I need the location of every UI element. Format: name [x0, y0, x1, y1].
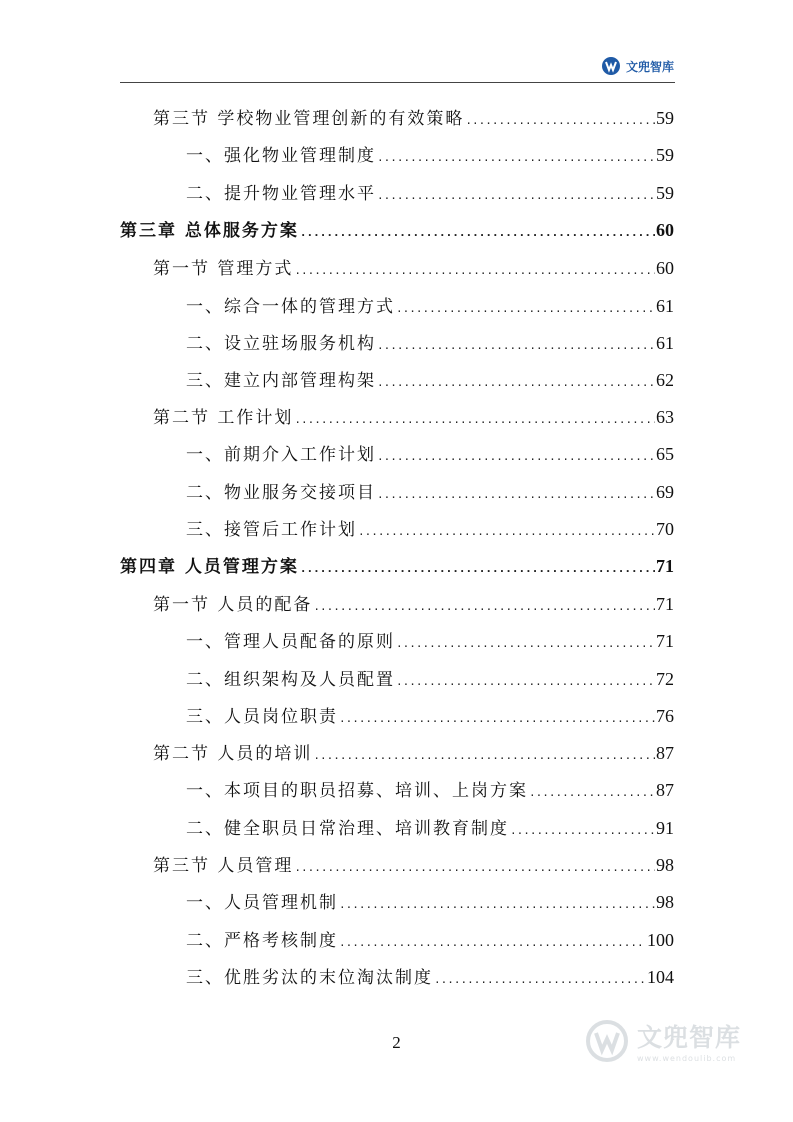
toc-entry-page: 60	[656, 220, 674, 240]
toc-entry[interactable]	[186, 891, 674, 916]
header-logo	[601, 56, 674, 76]
toc-entry-label: 二、严格考核制度	[186, 931, 338, 951]
toc-entry-label: 第二节 人员的培训	[153, 744, 313, 764]
toc-entry[interactable]	[186, 518, 674, 543]
toc-entry-label: 一、强化物业管理制度	[186, 146, 376, 166]
toc-entry-label: 三、建立内部管理构架	[186, 371, 376, 391]
toc-entry-page: 65	[656, 444, 674, 464]
toc-entry-page: 76	[656, 706, 674, 726]
toc-entry[interactable]	[186, 929, 674, 954]
toc-entry-page: 98	[656, 892, 674, 912]
toc-entry-label: 二、设立驻场服务机构	[186, 334, 376, 354]
wendou-logo-icon	[601, 56, 621, 76]
toc-leader-dots	[377, 335, 655, 357]
toc-entry-page: 60	[656, 258, 674, 278]
toc-leader-dots	[313, 596, 655, 618]
toc-entry-label: 二、物业服务交接项目	[186, 483, 376, 503]
toc-leader-dots	[465, 110, 655, 132]
toc-chapter-entry[interactable]	[120, 219, 674, 244]
toc-entry-label: 一、前期介入工作计划	[186, 445, 376, 465]
toc-entry-label: 第三章 总体服务方案	[120, 221, 299, 241]
toc-entry[interactable]	[186, 817, 674, 842]
toc-entry-page: 61	[656, 333, 674, 353]
toc-entry-page: 71	[656, 594, 674, 614]
toc-entry[interactable]	[186, 182, 674, 207]
toc-leader-dots	[396, 298, 655, 320]
toc-entry-label: 一、管理人员配备的原则	[186, 632, 395, 652]
toc-entry[interactable]	[186, 705, 674, 730]
toc-leader-dots	[294, 409, 655, 431]
toc-entry-label: 三、接管后工作计划	[186, 520, 357, 540]
toc-entry[interactable]	[186, 144, 674, 169]
toc-leader-dots	[377, 147, 655, 169]
toc-entry[interactable]	[186, 966, 674, 991]
toc-entry-page: 69	[656, 482, 674, 502]
logo-text: 文兜智库	[626, 59, 675, 74]
toc-entry-label: 第四章 人员管理方案	[120, 557, 299, 577]
toc-leader-dots	[294, 260, 655, 282]
toc-entry[interactable]	[153, 406, 674, 431]
toc-entry-label: 第三节 学校物业管理创新的有效策略	[153, 109, 465, 129]
watermark-text-group	[637, 1018, 741, 1063]
toc-entry-label: 第二节 工作计划	[153, 408, 294, 428]
toc-entry[interactable]	[186, 295, 674, 320]
toc-entry-page: 59	[656, 145, 674, 165]
toc-entry-label: 三、优胜劣汰的末位淘汰制度	[186, 968, 433, 988]
toc-entry-label: 第三节 人员管理	[153, 856, 294, 876]
toc-leader-dots	[339, 932, 646, 954]
toc-entry[interactable]	[153, 257, 674, 282]
toc-entry-page: 91	[656, 818, 674, 838]
toc-leader-dots	[377, 446, 655, 468]
page-number: 2	[392, 1033, 401, 1052]
watermark-logo-icon	[585, 1019, 629, 1063]
toc-entry[interactable]	[186, 369, 674, 394]
toc-entry-page: 63	[656, 407, 674, 427]
toc-entry-page: 59	[656, 108, 674, 128]
toc-entry-page: 61	[656, 296, 674, 316]
header-rule	[120, 82, 675, 83]
toc-entry-page: 87	[656, 743, 674, 763]
toc-leader-dots	[377, 372, 655, 394]
toc-entry-page: 98	[656, 855, 674, 875]
toc-entry-page: 72	[656, 669, 674, 689]
toc-entry-page: 100	[647, 930, 674, 950]
toc-entry-label: 第一节 人员的配备	[153, 595, 313, 615]
toc-entry[interactable]	[186, 481, 674, 506]
toc-leader-dots	[396, 671, 655, 693]
toc-leader-dots	[339, 708, 655, 730]
toc-entry-page: 59	[656, 183, 674, 203]
toc-entry[interactable]	[186, 779, 674, 804]
toc-leader-dots	[377, 484, 655, 506]
toc-entry[interactable]	[186, 443, 674, 468]
toc-entry[interactable]	[186, 630, 674, 655]
toc-leader-dots	[300, 558, 655, 580]
toc-entry-label: 三、人员岗位职责	[186, 707, 338, 727]
toc-leader-dots	[377, 185, 655, 207]
toc-entry[interactable]	[153, 593, 674, 618]
toc-leader-dots	[510, 820, 655, 842]
toc-entry-label: 一、人员管理机制	[186, 893, 338, 913]
toc-entry-page: 104	[647, 967, 674, 987]
toc-leader-dots	[396, 633, 655, 655]
toc-entry[interactable]	[153, 742, 674, 767]
toc-entry[interactable]	[153, 107, 674, 132]
toc-leader-dots	[294, 857, 655, 879]
toc-entry-label: 一、本项目的职员招募、培训、上岗方案	[186, 781, 528, 801]
toc-entry-label: 第一节 管理方式	[153, 259, 294, 279]
watermark-url: www.wendoulib.com	[637, 1054, 737, 1063]
toc-leader-dots	[529, 782, 655, 804]
toc-leader-dots	[434, 969, 646, 991]
toc-entry-label: 一、综合一体的管理方式	[186, 297, 395, 317]
toc-entry-label: 二、提升物业管理水平	[186, 184, 376, 204]
toc-entry-page: 87	[656, 780, 674, 800]
toc-entry-page: 71	[656, 631, 674, 651]
toc-leader-dots	[358, 521, 655, 543]
watermark-text: 文兜智库	[637, 1023, 742, 1052]
toc-leader-dots	[313, 745, 655, 767]
toc-entry[interactable]	[186, 332, 674, 357]
toc-entry-page: 71	[656, 556, 674, 576]
watermark	[585, 1018, 741, 1063]
toc-entry-label: 二、组织架构及人员配置	[186, 670, 395, 690]
toc-chapter-entry[interactable]	[120, 555, 674, 580]
toc-leader-dots	[300, 222, 655, 244]
toc-entry-page: 62	[656, 370, 674, 390]
toc-entry-page: 70	[656, 519, 674, 539]
toc-entry-label: 二、健全职员日常治理、培训教育制度	[186, 819, 509, 839]
toc-entry[interactable]	[153, 854, 674, 879]
toc-entry[interactable]	[186, 668, 674, 693]
toc-leader-dots	[339, 894, 655, 916]
